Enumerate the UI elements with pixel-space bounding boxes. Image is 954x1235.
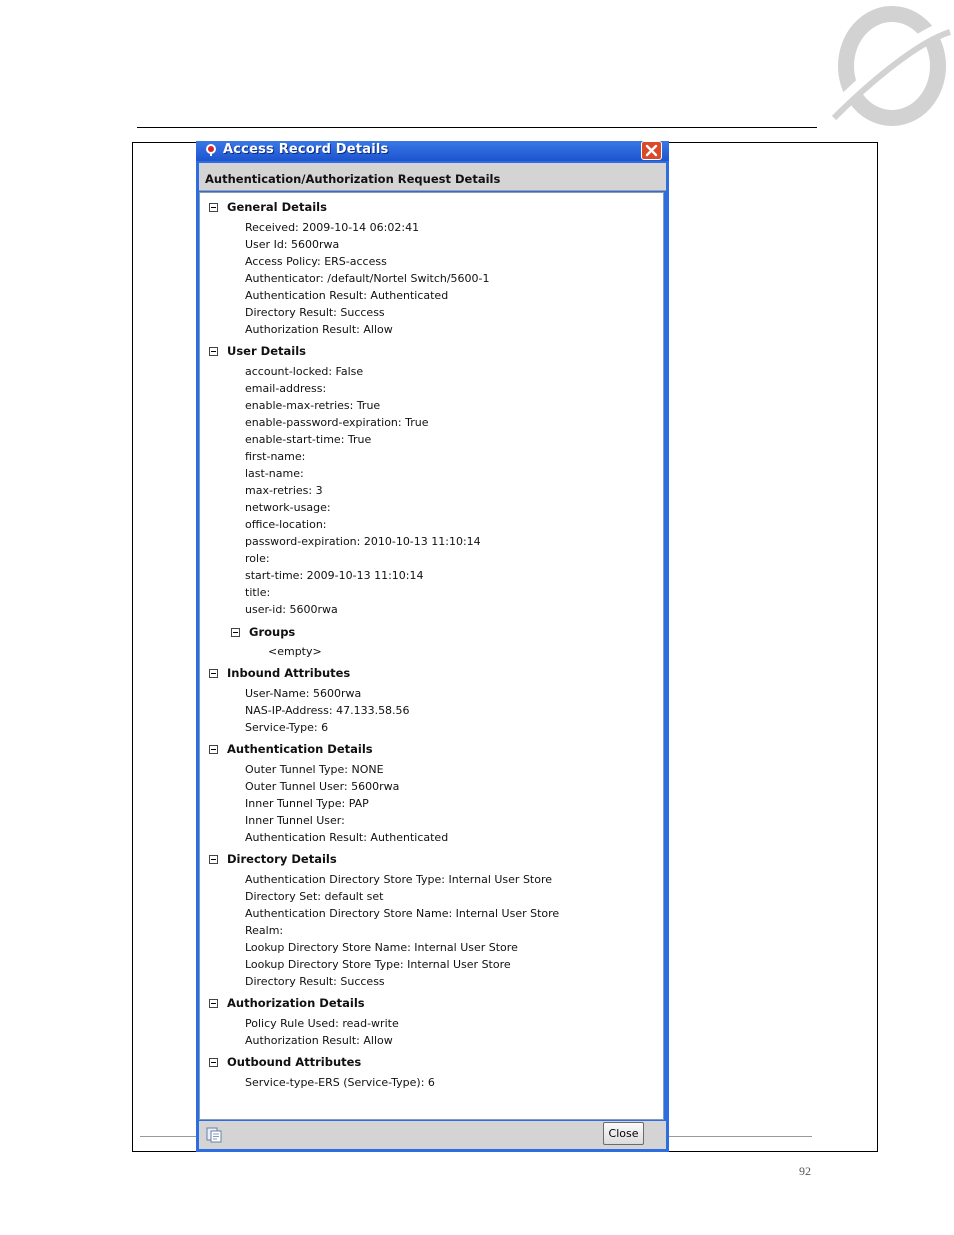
detail-row: title: [245, 586, 271, 599]
details-tree[interactable] [199, 192, 664, 1120]
detail-row: Outer Tunnel Type: NONE [245, 763, 384, 776]
detail-row: Authorization Result: Allow [245, 1034, 393, 1047]
detail-row: NAS-IP-Address: 47.133.58.56 [245, 704, 410, 717]
detail-row: first-name: [245, 450, 306, 463]
detail-row: User Id: 5600rwa [245, 238, 340, 251]
collapse-toggle-icon[interactable] [209, 669, 218, 678]
header-rule [137, 127, 817, 128]
section-title: General Details [227, 200, 327, 214]
collapse-toggle-icon[interactable] [209, 745, 218, 754]
section-title: Directory Details [227, 852, 337, 866]
detail-row: email-address: [245, 382, 327, 395]
app-icon [204, 143, 218, 157]
frame-footer-rule-right [669, 1136, 812, 1137]
detail-row: max-retries: 3 [245, 484, 323, 497]
collapse-toggle-icon[interactable] [209, 203, 218, 212]
detail-row: enable-start-time: True [245, 433, 372, 446]
detail-row: Authentication Directory Store Name: Internal User Store [245, 907, 560, 920]
detail-row: network-usage: [245, 501, 331, 514]
detail-row: Directory Set: default set [245, 890, 384, 903]
detail-row: Service-Type: 6 [245, 721, 329, 734]
detail-row: Service-type-ERS (Service-Type): 6 [245, 1076, 435, 1089]
collapse-toggle-icon[interactable] [231, 628, 240, 637]
detail-row: Authenticator: /default/Nortel Switch/5600-1 [245, 272, 490, 285]
close-icon [642, 142, 661, 159]
frame-footer-rule-left [140, 1136, 196, 1137]
detail-row: start-time: 2009-10-13 11:10:14 [245, 569, 424, 582]
detail-row: Authentication Result: Authenticated [245, 289, 449, 302]
detail-row: <empty> [268, 645, 322, 658]
detail-row: Authentication Result: Authenticated [245, 831, 449, 844]
dialog-footer [199, 1121, 666, 1149]
copy-document-icon[interactable] [206, 1127, 222, 1143]
detail-row: account-locked: False [245, 365, 364, 378]
section-title: Authentication Details [227, 742, 373, 756]
detail-row: Lookup Directory Store Name: Internal User Store [245, 941, 518, 954]
window-close-button[interactable] [641, 141, 662, 160]
detail-row: Received: 2009-10-14 06:02:41 [245, 221, 420, 234]
collapse-toggle-icon[interactable] [209, 1058, 218, 1067]
detail-row: Directory Result: Success [245, 306, 385, 319]
detail-row: user-id: 5600rwa [245, 603, 338, 616]
detail-row: Realm: [245, 924, 284, 937]
detail-row: enable-password-expiration: True [245, 416, 429, 429]
details-header [199, 163, 666, 191]
section-title: Inbound Attributes [227, 666, 351, 680]
globe-logo-icon [826, 6, 954, 126]
detail-row: Authentication Directory Store Type: Internal User Store [245, 873, 553, 886]
detail-row: User-Name: 5600rwa [245, 687, 362, 700]
collapse-toggle-icon[interactable] [209, 999, 218, 1008]
collapse-toggle-icon[interactable] [209, 855, 218, 864]
detail-row: last-name: [245, 467, 304, 480]
detail-row: Outer Tunnel User: 5600rwa [245, 780, 400, 793]
detail-row: enable-max-retries: True [245, 399, 381, 412]
section-title: Outbound Attributes [227, 1055, 362, 1069]
detail-row: Access Policy: ERS-access [245, 255, 387, 268]
detail-row: Policy Rule Used: read-write [245, 1017, 399, 1030]
detail-row: Directory Result: Success [245, 975, 385, 988]
details-header-title: Authentication/Authorization Request Details [205, 172, 501, 186]
close-button[interactable]: Close [603, 1122, 644, 1145]
detail-row: office-location: [245, 518, 327, 531]
detail-row: Authorization Result: Allow [245, 323, 393, 336]
section-title: Groups [249, 625, 296, 639]
access-record-dialog [196, 141, 669, 1152]
dialog-titlebar[interactable] [196, 141, 669, 161]
detail-row: Inner Tunnel Type: PAP [245, 797, 369, 810]
detail-row: role: [245, 552, 270, 565]
collapse-toggle-icon[interactable] [209, 347, 218, 356]
detail-row: password-expiration: 2010-10-13 11:10:14 [245, 535, 481, 548]
detail-row: Lookup Directory Store Type: Internal User Store [245, 958, 511, 971]
section-title: Authorization Details [227, 996, 365, 1010]
detail-row: Inner Tunnel User: [245, 814, 345, 827]
dialog-title: Access Record Details [223, 142, 389, 157]
page-number: 92 [799, 1164, 811, 1178]
section-title: User Details [227, 344, 306, 358]
